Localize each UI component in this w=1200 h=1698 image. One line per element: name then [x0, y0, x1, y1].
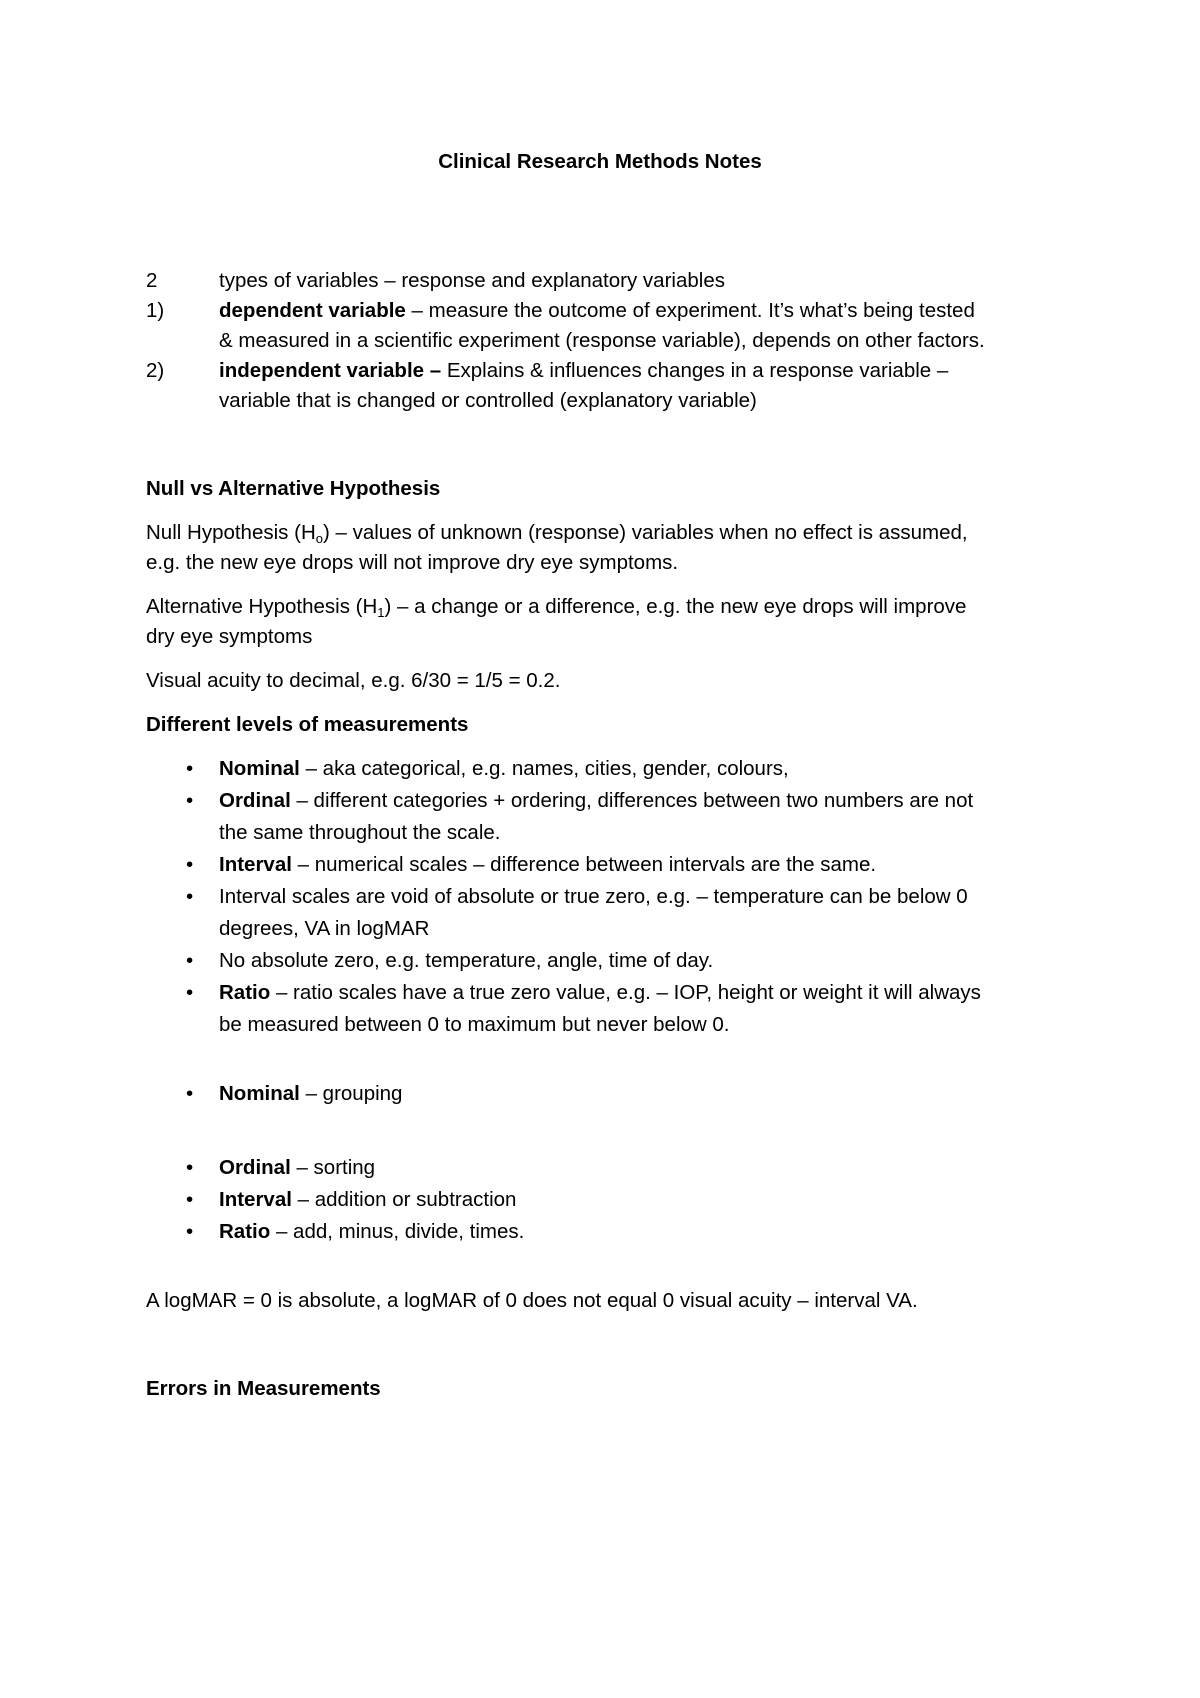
bullet-icon: •	[186, 1188, 194, 1211]
levels-heading: Different levels of measurements	[146, 713, 469, 736]
item-term: Ordinal	[219, 1156, 291, 1179]
intro-number: 2	[146, 269, 158, 292]
bullet-icon: •	[186, 853, 194, 876]
item-term: Ratio	[219, 1220, 271, 1243]
null-hypothesis-line2: e.g. the new eye drops will not improve dry eye symptoms.	[146, 551, 679, 574]
item-term: Interval	[219, 1188, 292, 1211]
bullet-icon: •	[186, 1220, 194, 1243]
intro-text: types of variables – response and explanatory variables	[219, 269, 725, 292]
alternative-hypothesis-line2: dry eye symptoms	[146, 625, 313, 648]
item-text: – ratio scales have a true zero value, e.g. – IOP, height or weight it will always	[270, 981, 981, 1004]
list-item	[146, 977, 1066, 1041]
bullet-icon: •	[186, 1156, 194, 1179]
item-text: – sorting	[290, 1156, 376, 1179]
item-line2: variable that is changed or controlled (explanatory variable)	[219, 389, 757, 412]
item-term: Ordinal	[219, 789, 291, 812]
list-item	[146, 1078, 1066, 1110]
alt-subscript: 1	[377, 605, 385, 620]
null-subscript: o	[315, 531, 323, 546]
bullet-icon: •	[186, 789, 194, 812]
item-text: – grouping	[299, 1082, 403, 1105]
operations-list	[146, 1078, 1066, 1110]
null-hypothesis	[146, 517, 1066, 549]
alternative-hypothesis	[146, 591, 1066, 623]
item-text: – addition or subtraction	[291, 1188, 517, 1211]
list-item	[146, 1152, 1066, 1184]
alt-text-a: Alternative Hypothesis (H	[146, 595, 378, 618]
operations-list	[146, 1152, 1066, 1248]
item-line2: the same throughout the scale.	[219, 821, 501, 844]
item-term: Nominal	[219, 757, 300, 780]
page-title: Clinical Research Methods Notes	[438, 150, 762, 173]
list-item	[146, 1216, 1066, 1248]
item-line2: degrees, VA in logMAR	[219, 917, 430, 940]
list-item	[146, 1184, 1066, 1216]
item-text: – different categories + ordering, differences between two numbers are not	[290, 789, 974, 812]
item-text	[219, 295, 1079, 327]
item-text: – aka categorical, e.g. names, cities, gender, colours,	[299, 757, 789, 780]
item-rest: Explains & influences changes in a response variable –	[441, 359, 949, 382]
alt-text-b: ) – a change or a difference, e.g. the new eye drops will improve	[384, 595, 967, 618]
item-term: Ratio	[219, 981, 271, 1004]
list-item	[146, 785, 1066, 849]
item-number: 1)	[146, 299, 165, 322]
hypothesis-heading: Null vs Alternative Hypothesis	[146, 477, 441, 500]
item-text: No absolute zero, e.g. temperature, angle, time of day.	[219, 949, 714, 972]
item-text: Interval scales are void of absolute or true zero, e.g. – temperature can be below 0	[219, 885, 968, 908]
list-item	[146, 849, 1066, 881]
item-line2: & measured in a scientific experiment (response variable), depends on other factors.	[219, 329, 985, 352]
bullet-icon: •	[186, 949, 194, 972]
item-term: Interval	[219, 853, 292, 876]
null-text-b: ) – values of unknown (response) variables when no effect is assumed,	[322, 521, 968, 544]
item-text: – numerical scales – difference between intervals are the same.	[291, 853, 877, 876]
item-text: – add, minus, divide, times.	[270, 1220, 525, 1243]
item-term: Nominal	[219, 1082, 300, 1105]
item-term: dependent variable	[219, 299, 406, 322]
list-item	[146, 881, 1066, 945]
errors-heading: Errors in Measurements	[146, 1377, 381, 1400]
bullet-icon: •	[186, 757, 194, 780]
bullet-icon: •	[186, 885, 194, 908]
bullet-icon: •	[186, 1082, 194, 1105]
item-line2: be measured between 0 to maximum but never below 0.	[219, 1013, 730, 1036]
visual-acuity-note: Visual acuity to decimal, e.g. 6/30 = 1/5 = 0.2.	[146, 669, 561, 692]
null-text-a: Null Hypothesis (H	[146, 521, 316, 544]
item-term: independent variable –	[219, 359, 442, 382]
item-text	[219, 355, 1079, 387]
levels-list	[146, 753, 1066, 1041]
item-number: 2)	[146, 359, 165, 382]
bullet-icon: •	[186, 981, 194, 1004]
item-rest: – measure the outcome of experiment. It’s what’s being tested	[405, 299, 975, 322]
logmar-note: A logMAR = 0 is absolute, a logMAR of 0 does not equal 0 visual acuity – interval VA.	[146, 1289, 918, 1312]
list-item	[146, 753, 1066, 785]
list-item	[146, 945, 1066, 977]
